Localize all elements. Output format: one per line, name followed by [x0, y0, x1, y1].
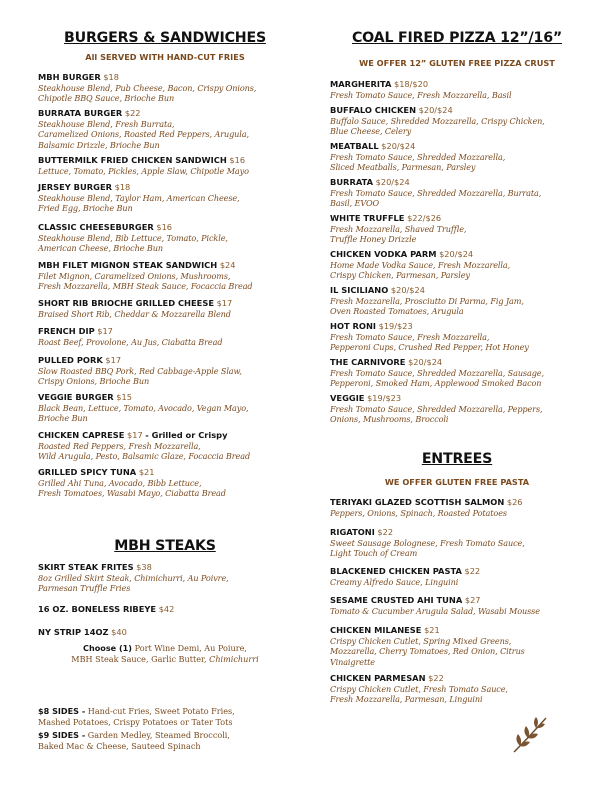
- item-description: Roasted Red Peppers, Fresh Mozzarella,: [38, 440, 201, 451]
- item-price: $38: [136, 562, 152, 572]
- item-description: Steakhouse Blend, Taylor Ham, American Cheese,: [38, 192, 240, 203]
- item-price: $18/$20: [394, 79, 429, 89]
- item-price: $20/$24: [439, 249, 474, 259]
- item-name: IL SICILIANO: [330, 285, 389, 295]
- item-price: $20/$24: [408, 357, 443, 367]
- menu-item: [330, 393, 588, 425]
- burgers-heading: BURGERS & SANDWICHES: [64, 30, 266, 46]
- item-price: $19/$23: [367, 393, 402, 403]
- leaf-branch-icon: [508, 712, 552, 756]
- item-name: SKIRT STEAK FRITES: [38, 562, 134, 572]
- menu-item: [330, 566, 588, 587]
- item-price: $18: [114, 182, 131, 192]
- item-name: HOT RONI: [330, 321, 377, 331]
- item-description: Brioche Bun: [38, 413, 88, 424]
- item-price: $17: [127, 430, 143, 440]
- item-name: BURRATA: [330, 177, 374, 187]
- menu-item: [330, 595, 588, 616]
- item-description: Caramelized Onions, Roasted Red Peppers, Arugula,: [38, 129, 249, 140]
- entrees-subtitle: WE OFFER GLUTEN FREE PASTA: [384, 477, 530, 487]
- item-name: THE CARNIVORE: [330, 357, 406, 367]
- pizza-subtitle: WE OFFER 12” GLUTEN FREE PIZZA CRUST: [359, 58, 555, 68]
- menu-item: [38, 182, 296, 214]
- sides-8-label: $8 SIDES -: [38, 706, 86, 716]
- menu-item: [330, 527, 588, 559]
- sides-9: [38, 730, 230, 751]
- item-name: SHORT RIB BRIOCHE GRILLED CHEESE: [38, 298, 214, 308]
- steak-sauce-choice: [34, 643, 296, 664]
- menu-item: [330, 141, 588, 173]
- item-description: American Cheese, Brioche Bun: [38, 243, 163, 254]
- item-price: $20/$24: [375, 177, 410, 187]
- item-price: $27: [464, 595, 481, 605]
- item-price: $24: [219, 260, 236, 270]
- item-description: Grilled Ahi Tuna, Avocado, Bibb Lettuce,: [38, 477, 202, 488]
- menu-item: [38, 155, 296, 176]
- menu-item: [38, 562, 296, 594]
- item-name: JERSEY BURGER: [38, 182, 112, 192]
- item-description: Balsamic Drizzle, Brioche Bun: [38, 139, 160, 150]
- menu-item: [330, 213, 588, 245]
- item-description: Oven Roasted Tomatoes, Arugula: [330, 306, 464, 317]
- item-price: $17: [216, 298, 233, 308]
- item-description: Onions, Mushrooms, Broccoli: [330, 414, 449, 425]
- item-description: Fresh Mozzarella, Shaved Truffle,: [330, 223, 467, 234]
- item-description: Fresh Tomato Sauce, Fresh Mozzarella, Basil: [330, 89, 512, 100]
- item-price: $20/$24: [390, 285, 425, 295]
- item-description: Lettuce, Tomato, Pickles, Apple Slaw, Chipotle Mayo: [38, 165, 249, 176]
- item-description: Sweet Sausage Bolognese, Fresh Tomato Sauce,: [330, 537, 525, 548]
- item-description: Crispy Onions, Brioche Bun: [38, 376, 150, 387]
- item-description: Steakhouse Blend, Pub Cheese, Bacon, Crispy Onions,: [38, 82, 257, 93]
- menu-item: [330, 249, 588, 281]
- item-description: Chipotle BBQ Sauce, Brioche Bun: [38, 93, 175, 104]
- item-price: $42: [158, 604, 175, 614]
- item-description: Fresh Mozzarella, MBH Steak Sauce, Focaccia Bread: [38, 281, 253, 292]
- item-price: $16: [156, 222, 173, 232]
- item-price: $20/$24: [381, 141, 416, 151]
- menu-item: [330, 625, 588, 667]
- choose-options-1: Port Wine Demi, Au Poiure,: [134, 643, 247, 653]
- item-description: Fresh Mozzarella, Parmesan, Linguini: [330, 694, 483, 705]
- item-description: Mozzarella, Cherry Tomatoes, Red Onion, Citrus: [330, 646, 525, 657]
- entrees-heading: ENTREES: [421, 451, 493, 467]
- item-price: $26: [506, 497, 523, 507]
- menu-item: [330, 497, 588, 518]
- choose-label: Choose (1): [83, 643, 133, 653]
- menu-item: [38, 467, 296, 499]
- sides-9-line2: Baked Mac & Cheese, Sauteed Spinach: [38, 740, 201, 751]
- item-name: MBH BURGER: [38, 72, 101, 82]
- item-name: CHICKEN PARMESAN: [330, 673, 426, 683]
- item-description: Fried Egg, Brioche Bun: [38, 203, 133, 214]
- item-name: CHICKEN CAPRESE: [38, 430, 125, 440]
- menu-item: [38, 326, 296, 347]
- menu-item: [38, 298, 296, 319]
- menu-item: [330, 673, 588, 705]
- item-description: Light Touch of Cream: [330, 548, 418, 559]
- menu-item: [38, 260, 296, 292]
- item-price: $17: [105, 355, 122, 365]
- item-price: $19/$23: [378, 321, 413, 331]
- menu-item: [330, 321, 588, 353]
- item-description: Crispy Chicken Cutlet, Spring Mixed Greens,: [330, 635, 512, 646]
- item-description: Truffle Honey Drizzle: [330, 234, 417, 245]
- item-name: MARGHERITA: [330, 79, 392, 89]
- item-price: $15: [116, 392, 132, 402]
- item-name: GRILLED SPICY TUNA: [38, 467, 137, 477]
- item-description: Peppers, Onions, Spinach, Roasted Potatoes: [330, 507, 507, 518]
- sides-9-line1: Garden Medley, Steamed Broccoli,: [87, 730, 230, 740]
- item-description: Fresh Tomato Sauce, Shredded Mozzarella,: [330, 151, 506, 162]
- item-description: Crispy Chicken, Parmesan, Parsley: [330, 270, 470, 281]
- item-name: MEATBALL: [330, 141, 379, 151]
- item-description: Black Bean, Lettuce, Tomato, Avocado, Vegan Mayo,: [38, 402, 249, 413]
- item-description: Steakhouse Blend, Fresh Burrata,: [38, 118, 175, 129]
- menu-item: [330, 357, 588, 389]
- item-price: $17: [97, 326, 113, 336]
- item-price: $40: [111, 627, 127, 637]
- item-description: Roast Beef, Provolone, Au Jus, Ciabatta Bread: [38, 336, 223, 347]
- item-description: Fresh Tomatoes, Wasabi Mayo, Ciabatta Bread: [38, 488, 226, 499]
- item-name: CHICKEN MILANESE: [330, 625, 422, 635]
- item-name: BUFFALO CHICKEN: [330, 105, 417, 115]
- item-description: 8oz Grilled Skirt Steak, Chimichurri, Au Poivre,: [38, 572, 229, 583]
- item-price: $22/$26: [407, 213, 442, 223]
- item-name: VEGGIE BURGER: [38, 392, 114, 402]
- item-description: Fresh Tomato Sauce, Shredded Mozzarella, Burrata,: [330, 187, 542, 198]
- item-name: FRENCH DIP: [38, 326, 95, 336]
- menu-item: [38, 430, 296, 462]
- burgers-subtitle: All SERVED WITH HAND-CUT FRIES: [85, 52, 245, 62]
- item-name: PULLED PORK: [38, 355, 103, 365]
- item-description: Braised Short Rib, Cheddar & Mozzarella Blend: [38, 308, 231, 319]
- item-price: $22: [124, 108, 141, 118]
- item-price: $21: [138, 467, 155, 477]
- item-name: RIGATONI: [330, 527, 375, 537]
- menu-item: [38, 108, 296, 150]
- item-description: Pepperoni, Smoked Ham, Applewood Smoked Bacon: [330, 378, 542, 389]
- item-description: Tomato & Cucumber Arugula Salad, Wasabi Mousse: [330, 605, 540, 616]
- item-price: $22: [428, 673, 444, 683]
- menu-item: [330, 177, 588, 209]
- menu-item: [330, 105, 588, 137]
- item-name: WHITE TRUFFLE: [330, 213, 405, 223]
- item-description: Fresh Tomato Sauce, Shredded Mozzarella, Sausage,: [330, 367, 544, 378]
- item-name: TERIYAKI GLAZED SCOTTISH SALMON: [330, 497, 505, 507]
- item-description: Sliced Meatballs, Parmesan, Parsley: [330, 162, 476, 173]
- item-description: Basil, EVOO: [330, 198, 380, 209]
- sides-8-line2: Mashed Potatoes, Crispy Potatoes or Tater Tots: [38, 716, 233, 727]
- menu-item: [38, 222, 296, 254]
- item-name: SESAME CRUSTED AHI TUNA: [330, 595, 463, 605]
- item-description: Crispy Chicken Cutlet, Fresh Tomato Sauce,: [330, 683, 508, 694]
- steaks-heading: MBH STEAKS: [114, 538, 216, 554]
- item-description: Fresh Mozzarella, Prosciutto Di Parma, Fig Jam,: [330, 295, 524, 306]
- menu-item: [38, 604, 296, 615]
- item-description: Creamy Alfredo Sauce, Linguini: [330, 576, 459, 587]
- item-description: Home Made Vodka Sauce, Fresh Mozzarella,: [330, 259, 511, 270]
- sides-8-line1: Hand-cut Fries, Sweet Potato Fries,: [87, 706, 235, 716]
- item-description: Vinaigrette: [330, 656, 375, 667]
- choose-options-2: MBH Steak Sauce, Garlic Butter,: [71, 653, 207, 664]
- item-price: $21: [424, 625, 440, 635]
- menu-item: [38, 392, 296, 424]
- item-description: Slow Roasted BBQ Pork, Red Cabbage-Apple Slaw,: [38, 365, 242, 376]
- choose-options-3: Chimichurri: [209, 653, 259, 664]
- item-name: 16 OZ. BONELESS RIBEYE: [38, 604, 157, 614]
- item-option: - Grilled or Crispy: [145, 430, 228, 440]
- item-name: BUTTERMILK FRIED CHICKEN SANDWICH: [38, 155, 227, 165]
- item-description: Blue Cheese, Celery: [330, 126, 412, 137]
- item-price: $16: [229, 155, 246, 165]
- item-price: $20/$24: [418, 105, 453, 115]
- pizza-heading: COAL FIRED PIZZA 12”/16”: [351, 30, 563, 46]
- sides-8: [38, 706, 235, 727]
- item-price: $18: [103, 72, 119, 82]
- item-name: CLASSIC CHEESEBURGER: [38, 222, 154, 232]
- item-name: VEGGIE: [330, 393, 365, 403]
- item-price: $22: [464, 566, 481, 576]
- menu-item: [38, 627, 296, 638]
- item-description: Wild Arugula, Pesto, Balsamic Glaze, Focaccia Bread: [38, 451, 251, 462]
- item-price: $22: [377, 527, 394, 537]
- menu-item: [38, 355, 296, 387]
- item-name: BLACKENED CHICKEN PASTA: [330, 566, 462, 576]
- menu-item: [330, 79, 588, 100]
- item-name: NY STRIP 14OZ: [38, 627, 109, 637]
- menu-item: [38, 72, 296, 104]
- sides-9-label: $9 SIDES -: [38, 730, 86, 740]
- menu-item: [330, 285, 588, 317]
- item-description: Filet Mignon, Caramelized Onions, Mushrooms,: [38, 270, 231, 281]
- item-description: Pepperoni Cups, Crushed Red Pepper, Hot Honey: [330, 342, 529, 353]
- item-name: BURRATA BURGER: [38, 108, 123, 118]
- item-name: CHICKEN VODKA PARM: [330, 249, 437, 259]
- item-description: Parmesan Truffle Fries: [38, 583, 131, 594]
- item-description: Fresh Tomato Sauce, Shredded Mozzarella, Peppers,: [330, 403, 543, 414]
- item-name: MBH FILET MIGNON STEAK SANDWICH: [38, 260, 218, 270]
- item-description: Buffalo Sauce, Shredded Mozzarella, Crispy Chicken,: [330, 115, 545, 126]
- item-description: Steakhouse Blend, Bib Lettuce, Tomato, Pickle,: [38, 232, 228, 243]
- item-description: Fresh Tomato Sauce, Fresh Mozzarella,: [330, 331, 490, 342]
